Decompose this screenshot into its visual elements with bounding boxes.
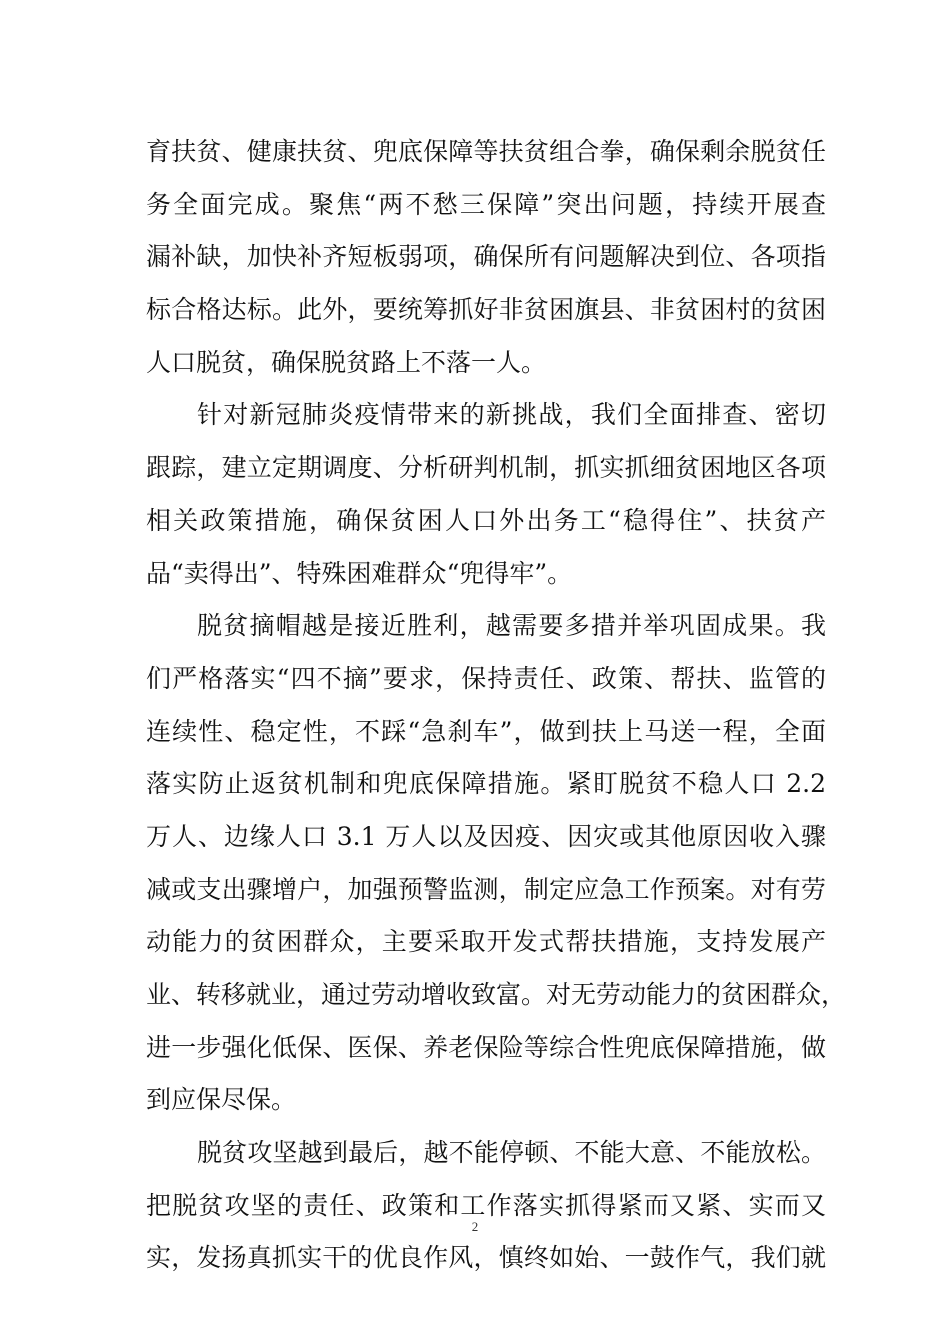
- text-line: 业、转移就业，通过劳动增收致富。对无劳动能力的贫困群众，: [146, 980, 847, 1009]
- text-line: 动能力的贫困群众，主要采取开发式帮扶措施，支持发展产: [146, 927, 826, 957]
- text-line: 们严格落实“四不摘”要求，保持责任、政策、帮扶、监管的: [146, 663, 826, 693]
- paragraph-first-line: 脱贫攻坚越到最后，越不能停顿、不能大意、不能放松。: [197, 1138, 826, 1168]
- text-line: 连续性、稳定性，不踩“急刹车”，做到扶上马送一程，全面: [146, 716, 826, 746]
- text-line: 相关政策措施，确保贫困人口外出务工“稳得住”、扶贫产: [146, 505, 826, 535]
- text-line: 育扶贫、健康扶贫、兜底保障等扶贫组合拳，确保剩余脱贫任: [146, 137, 826, 166]
- text-line: 漏补缺，加快补齐短板弱项，确保所有问题解决到位、各项指: [146, 242, 826, 272]
- text-line: 人口脱贫，确保脱贫路上不落一人。: [146, 347, 547, 377]
- text-line: 实，发扬真抓实干的优良作风，慎终如始、一鼓作气，我们就: [146, 1243, 826, 1273]
- text-line: 到应保尽保。: [146, 1085, 297, 1115]
- text-line: 品“卖得出”、特殊困难群众“兜得牢”。: [146, 558, 573, 588]
- page-number: 2: [471, 1219, 479, 1234]
- text-line: 把脱贫攻坚的责任、政策和工作落实抓得紧而又紧、实而又: [146, 1190, 826, 1220]
- paragraph-first-line: 脱贫摘帽越是接近胜利，越需要多措并举巩固成果。我: [197, 611, 826, 641]
- text-line: 进一步强化低保、医保、养老保险等综合性兜底保障措施，做: [146, 1032, 826, 1062]
- paragraph-first-line: 针对新冠肺炎疫情带来的新挑战，我们全面排查、密切: [197, 400, 826, 430]
- text-line: 万人、边缘人口 3.1 万人以及因疫、因灾或其他原因收入骤: [146, 821, 826, 851]
- text-line: 落实防止返贫机制和兜底保障措施。紧盯脱贫不稳人口 2.2: [146, 769, 826, 799]
- text-line: 标合格达标。此外，要统筹抓好非贫困旗县、非贫困村的贫困: [146, 295, 826, 325]
- text-line: 减或支出骤增户，加强预警监测，制定应急工作预案。对有劳: [146, 874, 826, 904]
- text-line: 跟踪，建立定期调度、分析研判机制，抓实抓细贫困地区各项: [146, 453, 826, 483]
- text-line: 务全面完成。聚焦“两不愁三保障”突出问题，持续开展查: [146, 189, 826, 219]
- body-text: [146, 126, 847, 1285]
